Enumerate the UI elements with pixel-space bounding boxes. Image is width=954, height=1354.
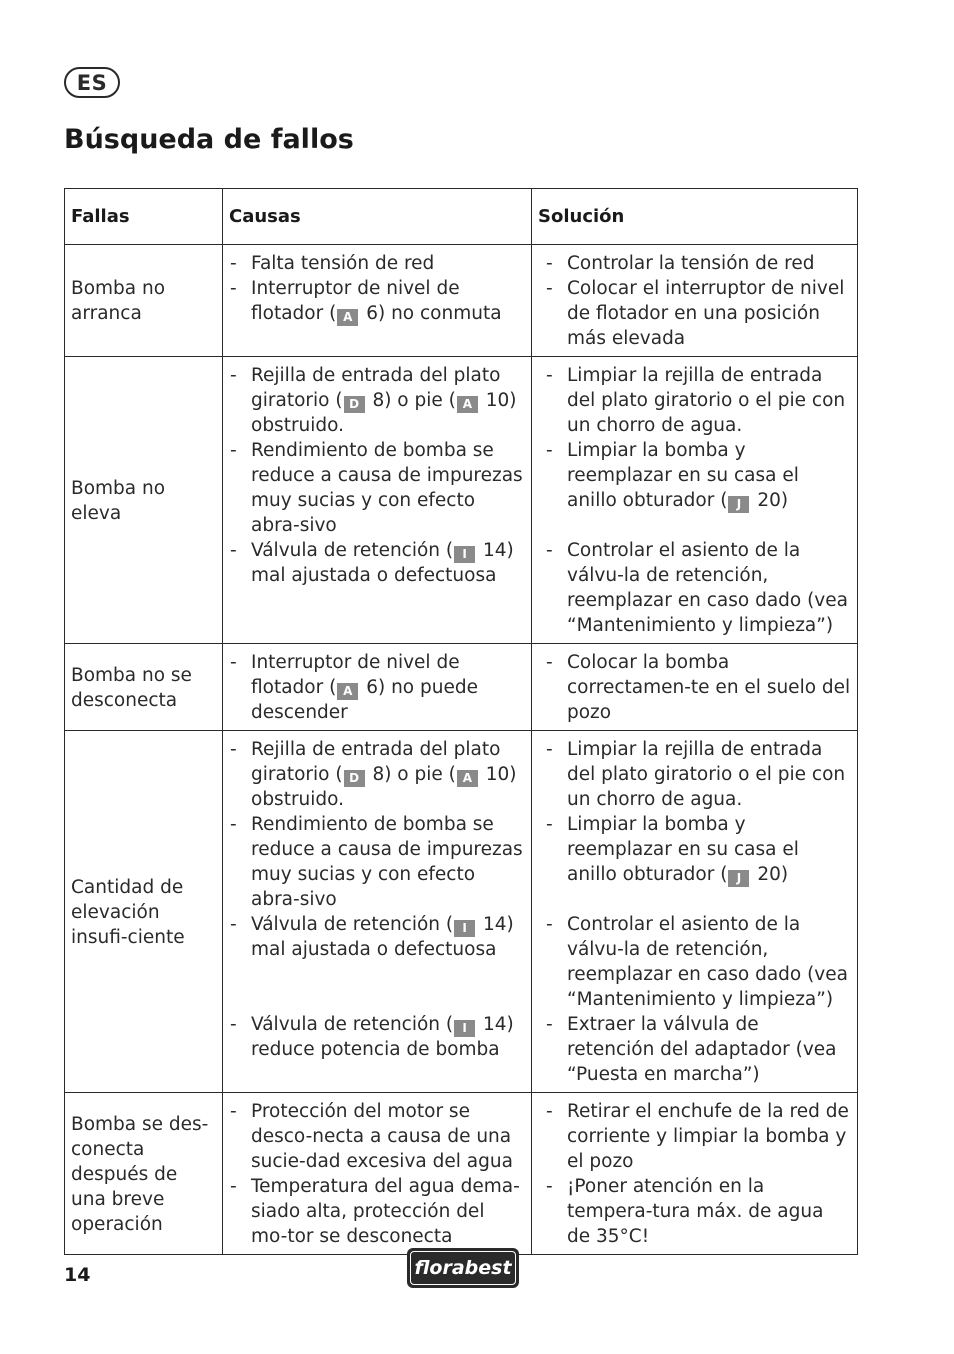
fault-cell: Bomba no eleva <box>65 357 223 644</box>
list-item: - ¡Poner atención en la tempera-tura máx. de agua de 35°C! <box>545 1174 851 1249</box>
solution-cell <box>532 245 858 357</box>
list-item: - Temperatura del agua dema-siado alta, protección del mo-tor se desconecta <box>229 1174 525 1249</box>
causes-cell <box>223 731 532 1093</box>
list-item: - Rejilla de entrada del plato giratorio ( D 8) o pie ( A 10) obstruido. <box>229 737 525 812</box>
list-item: - Controlar la tensión de red <box>545 251 851 276</box>
page-title: Búsqueda de fallos <box>64 124 354 155</box>
header-solution: Solución <box>532 189 858 245</box>
figure-ref-badge: I <box>454 920 475 937</box>
figure-ref-badge: D <box>344 770 365 787</box>
list-item: - Limpiar la rejilla de entrada del plato giratorio o el pie con un chorro de agua. <box>545 737 851 812</box>
list-item: - Limpiar la bomba y reemplazar en su casa el anillo obturador ( J 20) <box>545 812 851 887</box>
list-item: - Limpiar la bomba y reemplazar en su casa el anillo obturador ( J 20) <box>545 438 851 513</box>
table-row <box>65 245 858 357</box>
figure-ref-badge: A <box>337 683 358 700</box>
table-header-row <box>65 189 858 245</box>
list-item: - Interruptor de nivel de flotador ( A 6) no conmuta <box>229 276 525 326</box>
list-item: - Controlar el asiento de la válvu-la de retención, reemplazar en caso dado (vea “Mantenimiento y limpieza”) <box>545 912 851 1012</box>
solution-cell <box>532 731 858 1093</box>
list-item: - Rendimiento de bomba se reduce a causa de impurezas muy sucias y con efecto abra-sivo <box>229 812 525 912</box>
troubleshooting-table <box>64 188 858 1255</box>
list-item: - Colocar la bomba correctamen-te en el suelo del pozo <box>545 650 851 725</box>
solution-cell <box>532 644 858 731</box>
list-item: - Válvula de retención ( I 14) mal ajustada o defectuosa <box>229 912 525 962</box>
table-row <box>65 731 858 1093</box>
list-item: - Falta tensión de red <box>229 251 525 276</box>
header-causes: Causas <box>223 189 532 245</box>
solution-cell <box>532 1093 858 1255</box>
figure-ref-badge: A <box>457 770 478 787</box>
figure-ref-badge: I <box>454 546 475 563</box>
causes-cell <box>223 357 532 644</box>
causes-cell <box>223 644 532 731</box>
causes-cell <box>223 1093 532 1255</box>
figure-ref-badge: J <box>728 496 749 513</box>
fault-cell: Bomba no arranca <box>65 245 223 357</box>
list-item: - Interruptor de nivel de flotador ( A 6) no puede descender <box>229 650 525 725</box>
fault-cell: Bomba se des-conecta después de una breve operación <box>65 1093 223 1255</box>
fault-cell: Bomba no se desconecta <box>65 644 223 731</box>
list-item: - Rendimiento de bomba se reduce a causa de impurezas muy sucias y con efecto abra-sivo <box>229 438 525 538</box>
list-item: - Rejilla de entrada del plato giratorio ( D 8) o pie ( A 10) obstruido. <box>229 363 525 438</box>
list-item: - Colocar el interruptor de nivel de flotador en una posición más elevada <box>545 276 851 351</box>
list-item: - Extraer la válvula de retención del adaptador (vea “Puesta en marcha”) <box>545 1012 851 1087</box>
list-item: - Limpiar la rejilla de entrada del plato giratorio o el pie con un chorro de agua. <box>545 363 851 438</box>
fault-cell: Cantidad de elevación insufi-ciente <box>65 731 223 1093</box>
header-faults: Fallas <box>65 189 223 245</box>
causes-cell <box>223 245 532 357</box>
list-item: - Válvula de retención ( I 14) reduce potencia de bomba <box>229 1012 525 1062</box>
figure-ref-badge: A <box>337 309 358 326</box>
table-row <box>65 357 858 644</box>
solution-cell <box>532 357 858 644</box>
table-row <box>65 644 858 731</box>
list-item: - Protección del motor se desco-necta a causa de una sucie-dad excesiva del agua <box>229 1099 525 1174</box>
figure-ref-badge: J <box>728 870 749 887</box>
figure-ref-badge: A <box>457 396 478 413</box>
page-number: 14 <box>64 1264 91 1286</box>
language-badge: ES <box>64 67 120 98</box>
list-item: - Válvula de retención ( I 14) mal ajustada o defectuosa <box>229 538 525 588</box>
list-item: - Retirar el enchufe de la red de corriente y limpiar la bomba y el pozo <box>545 1099 851 1174</box>
figure-ref-badge: D <box>344 396 365 413</box>
brand-logo: florabest <box>407 1248 519 1288</box>
table-row <box>65 1093 858 1255</box>
figure-ref-badge: I <box>454 1020 475 1037</box>
list-item: - Controlar el asiento de la válvu-la de retención, reemplazar en caso dado (vea “Mantenimiento y limpieza”) <box>545 538 851 638</box>
